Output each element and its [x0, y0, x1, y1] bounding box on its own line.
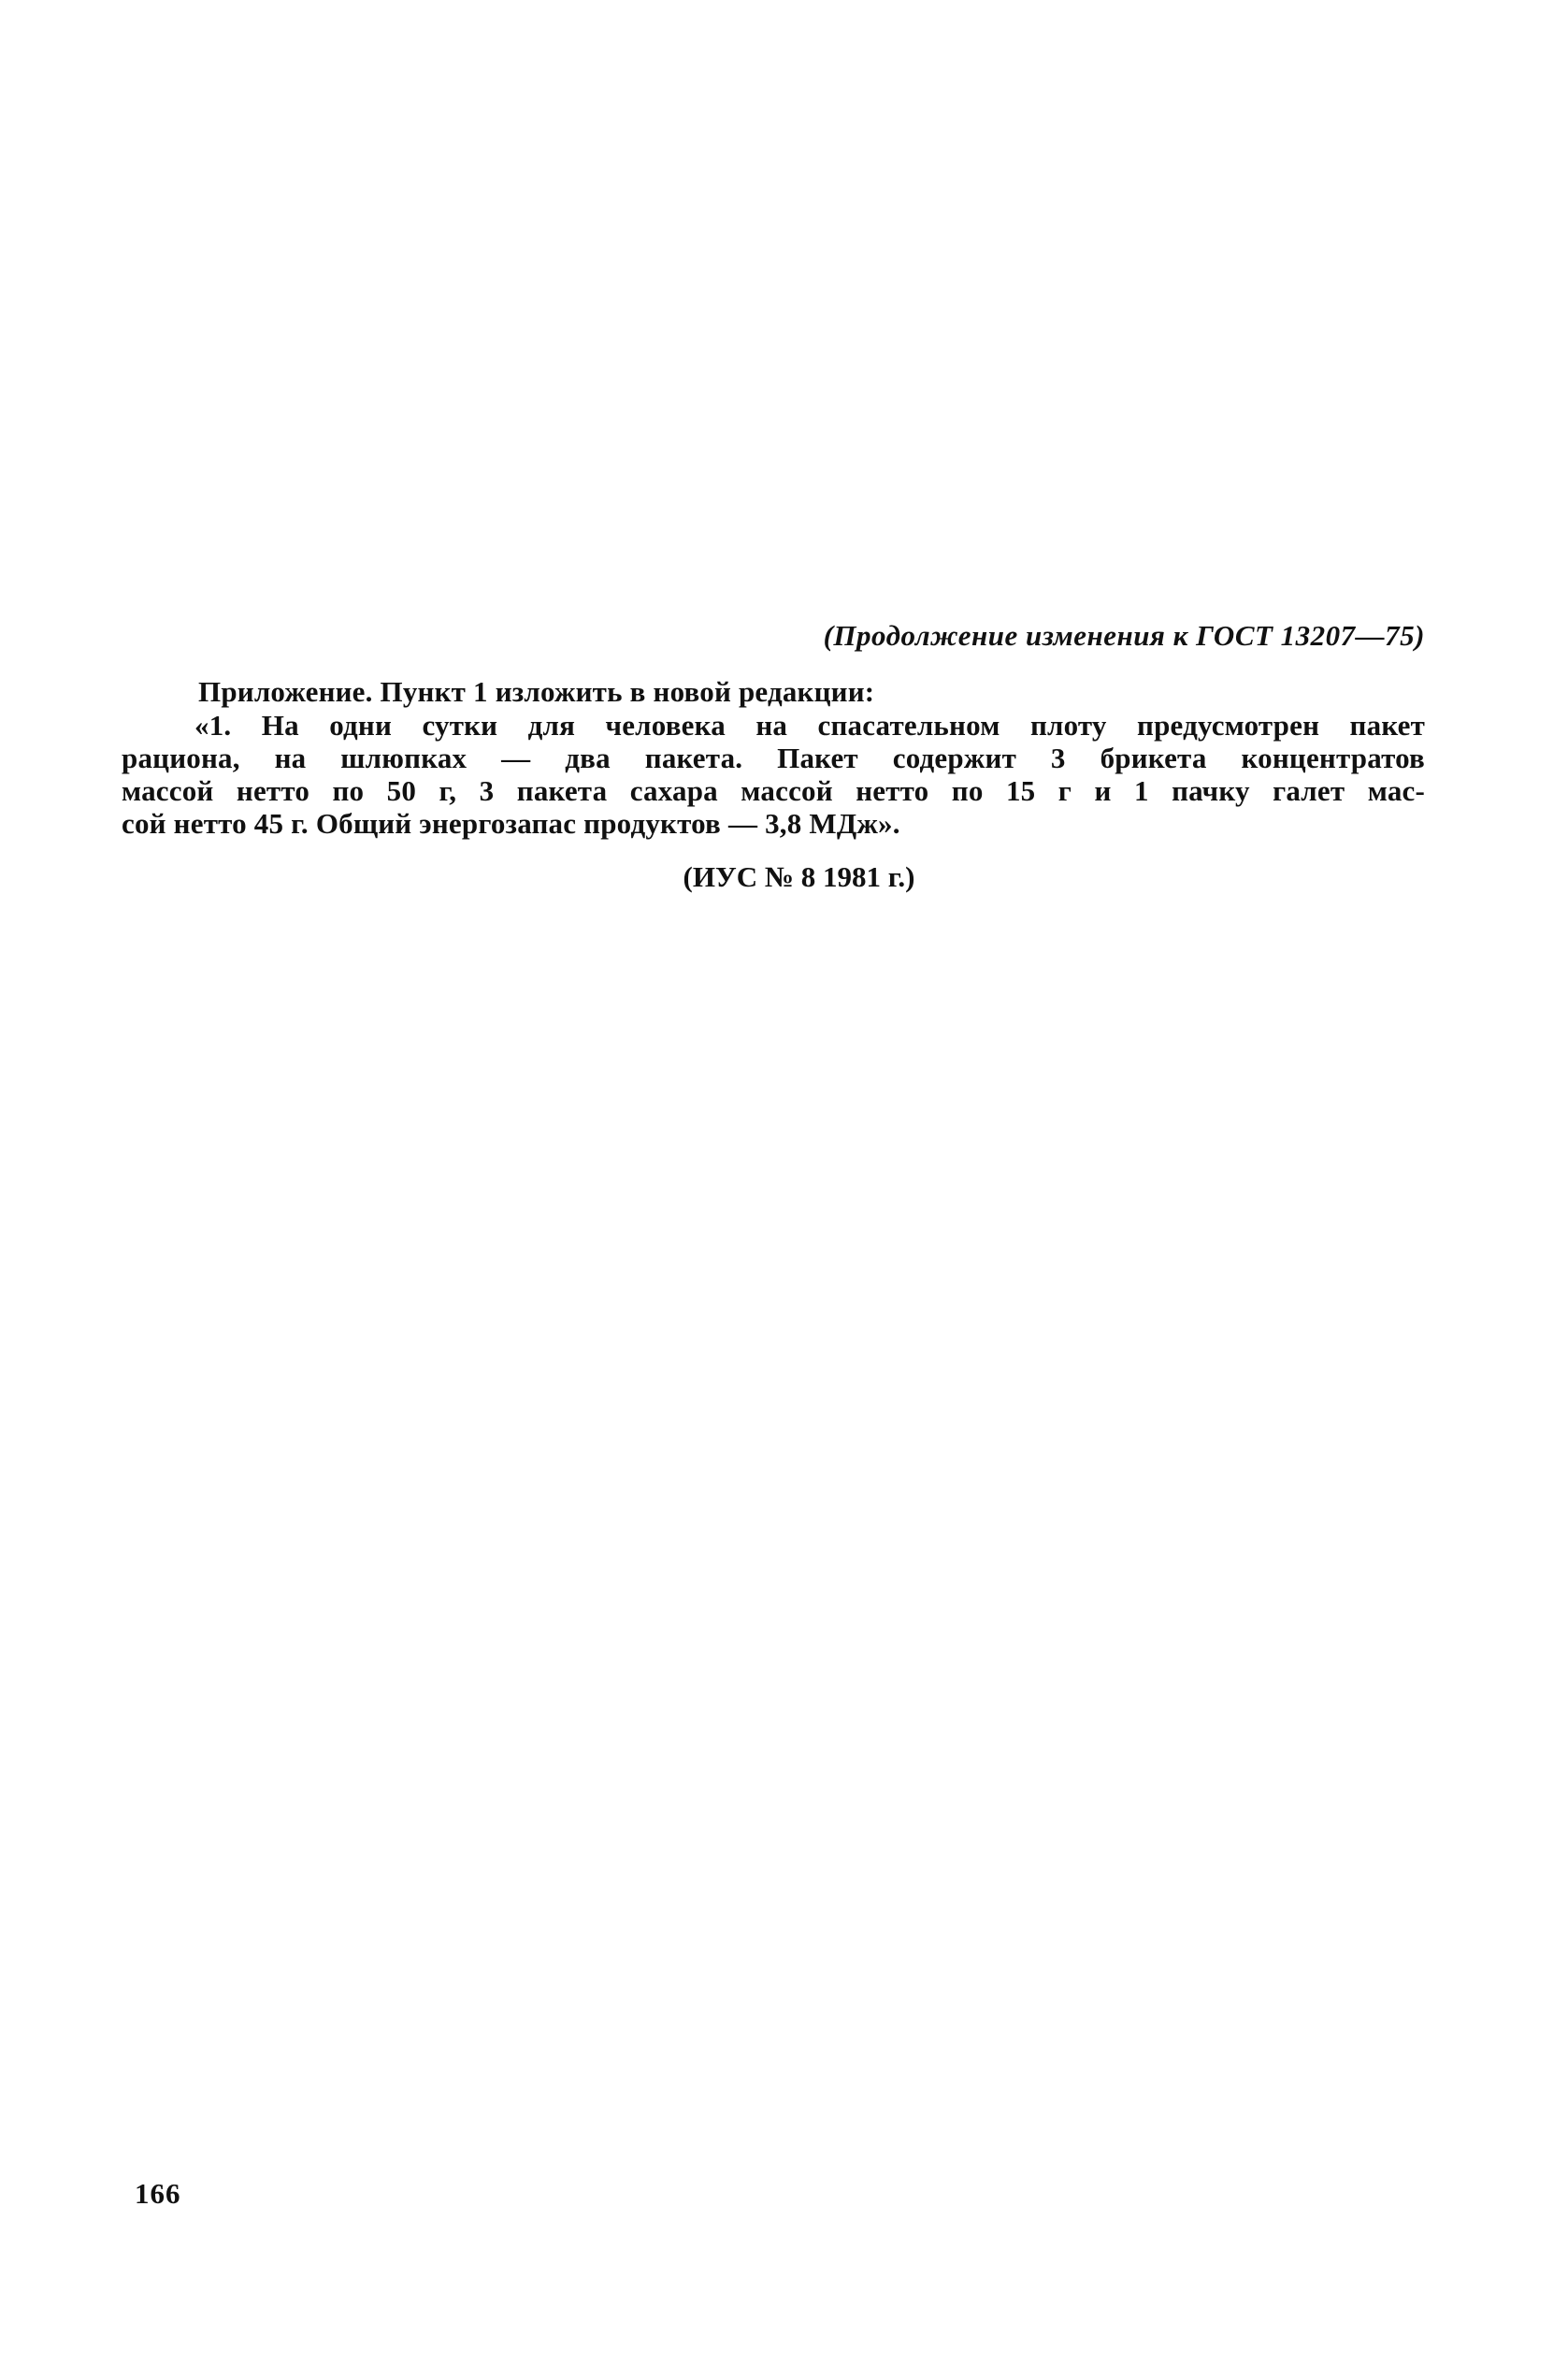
amendment-body-line: массой нетто по 50 г, 3 пакета сахара массой нетто по 15 г и 1 пачку галет мас-: [122, 774, 1425, 807]
amendment-text-block: [122, 619, 1425, 894]
amendment-body-line: рациона, на шлюпках — два пакета. Пакет содержит 3 брикета концентратов: [122, 742, 1425, 774]
source-reference-line: (ИУС № 8 1981 г.): [683, 860, 915, 893]
page-number: 166: [135, 2177, 181, 2210]
amendment-body-line: «1. На одни сутки для человека на спасательном плоту предусмотрен пакет: [194, 709, 1425, 742]
amendment-intro-line: Приложение. Пункт 1 изложить в новой редакции:: [198, 675, 875, 708]
continuation-header: (Продолжение изменения к ГОСТ 13207—75): [823, 619, 1425, 652]
amendment-body-line: сой нетто 45 г. Общий энергозапас продуктов — 3,8 МДж».: [122, 807, 900, 840]
